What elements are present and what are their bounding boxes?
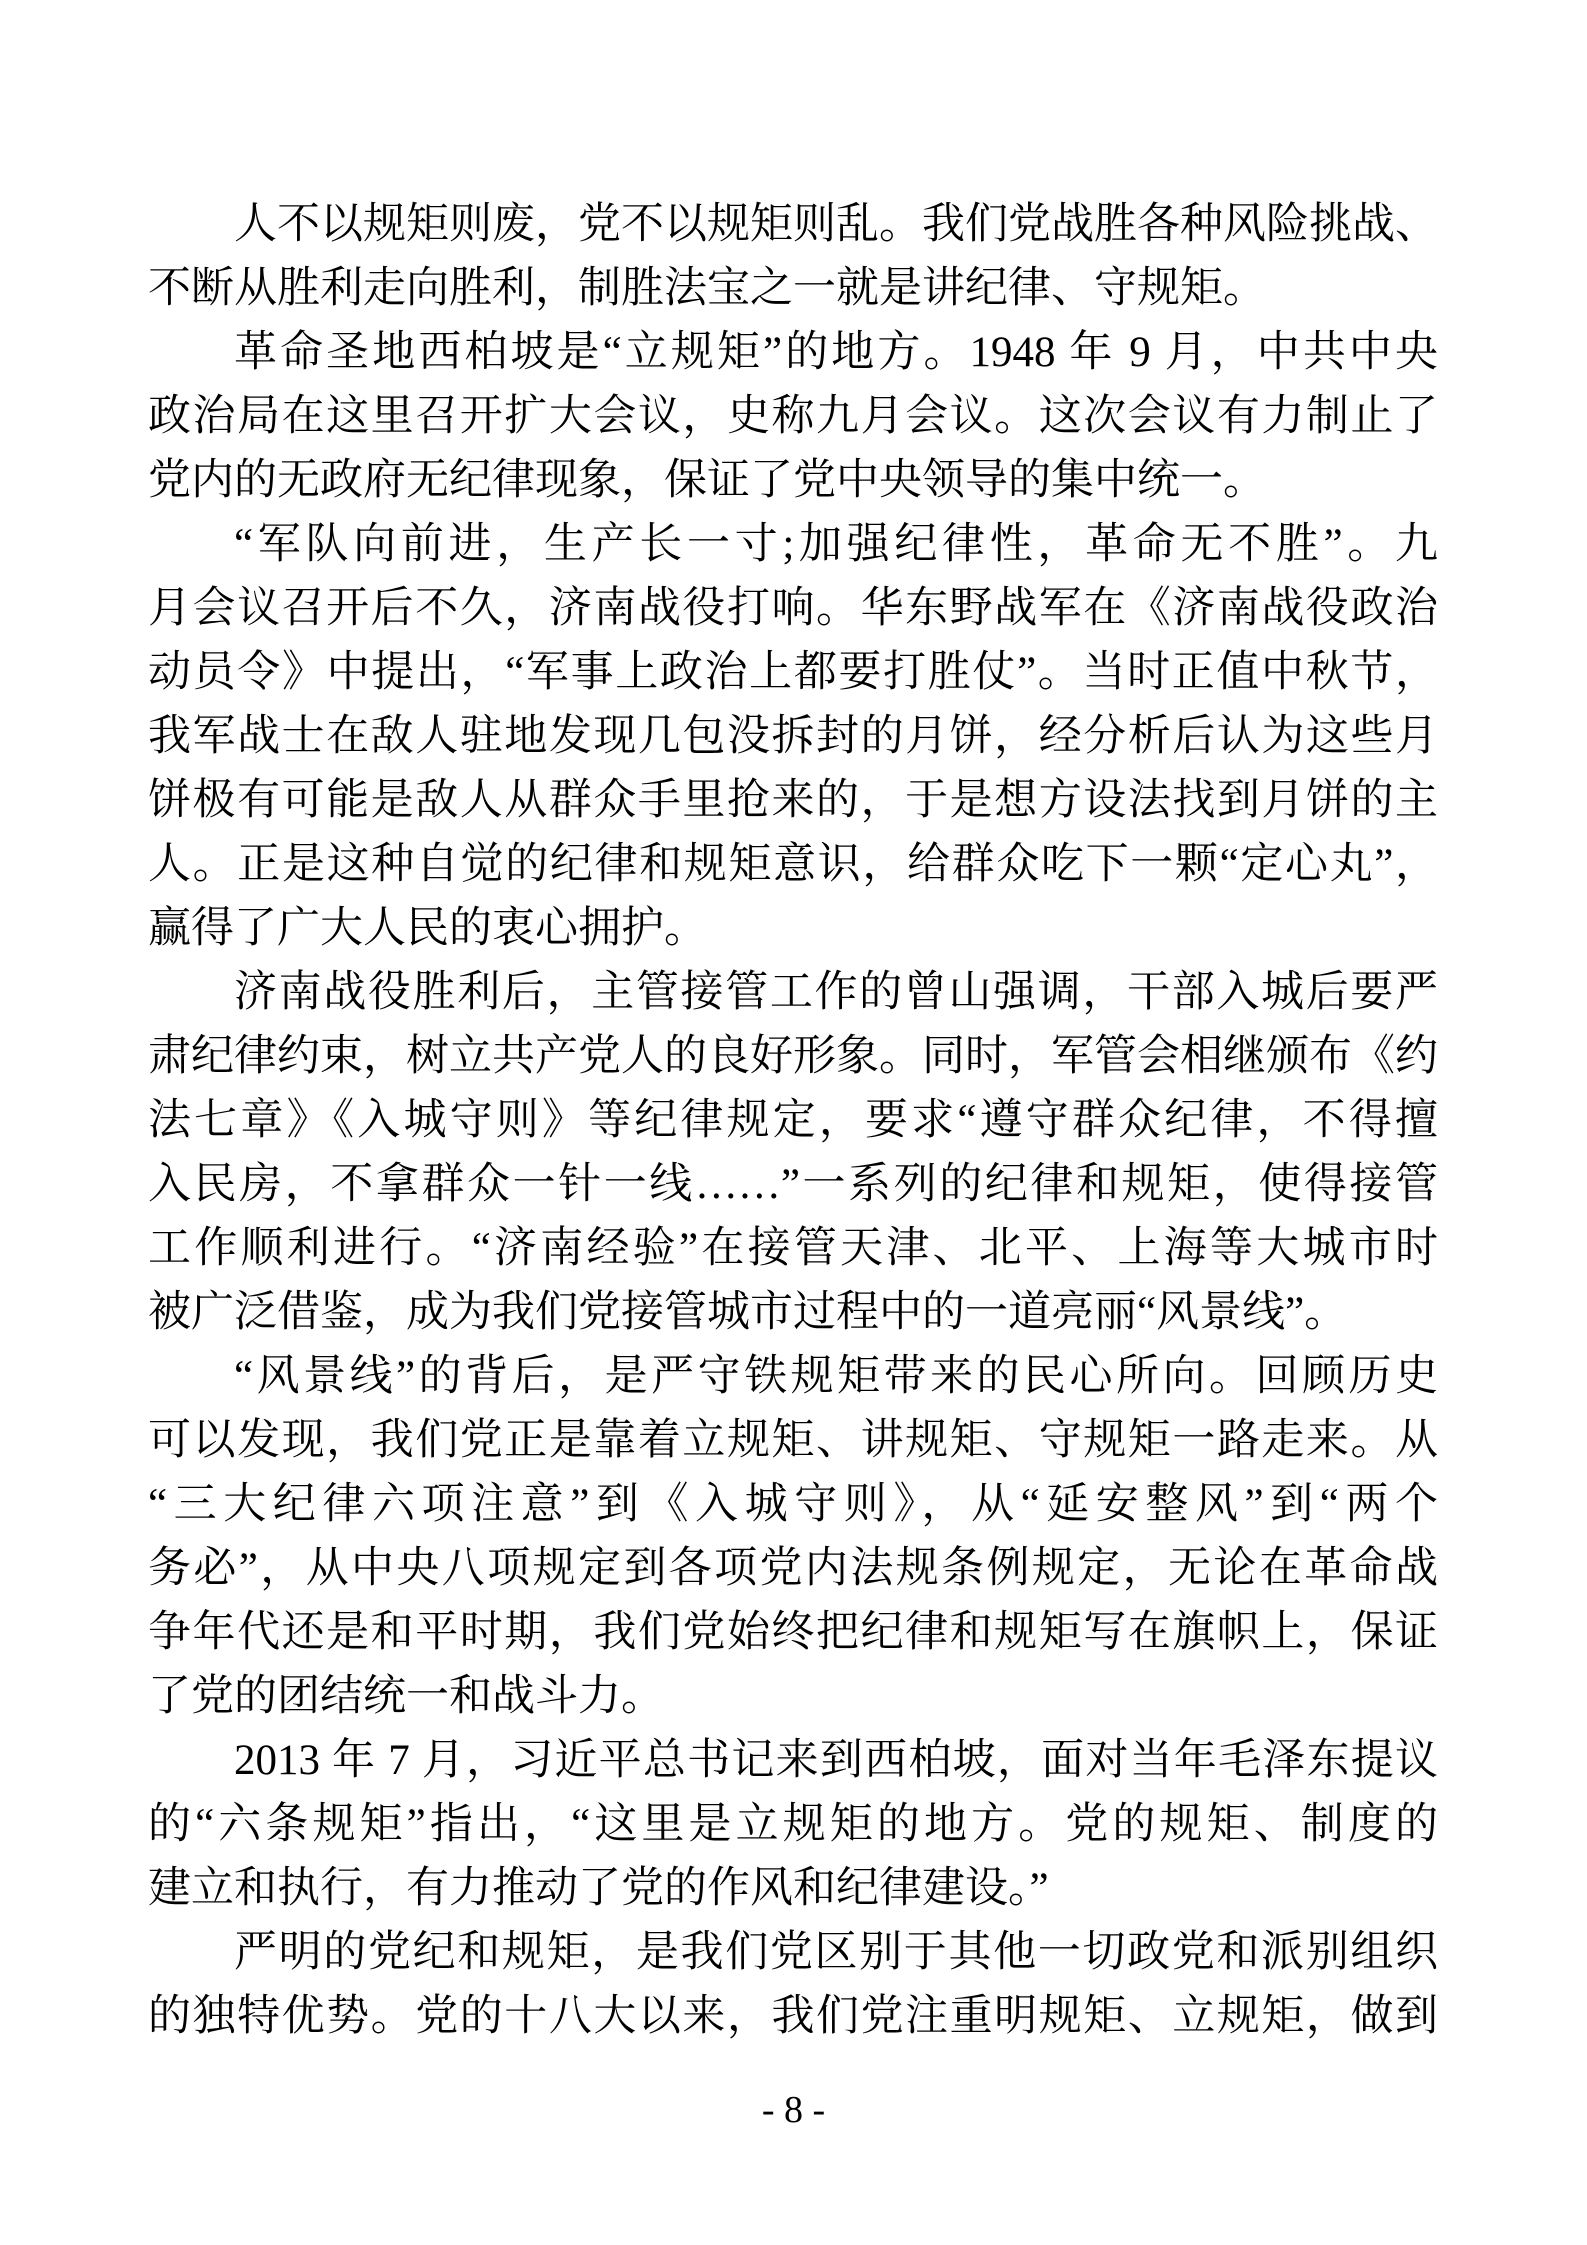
text-line: 人不以规矩则废，党不以规矩则乱。我们党战胜各种风险挑战、 bbox=[234, 201, 1438, 248]
text-line: 被广泛借鉴，成为我们党接管城市过程中的一道亮丽“风景线”。 bbox=[148, 1289, 1348, 1336]
text-line: 法七章》《入城守则》等纪律规定，要求“遵守群众纪律，不得擅 bbox=[148, 1097, 1438, 1144]
text-line: 争年代还是和平时期，我们党始终把纪律和规矩写在旗帜上，保证 bbox=[148, 1609, 1438, 1656]
text-line: 工作顺利进行。“济南经验”在接管天津、北平、上海等大城市时 bbox=[148, 1225, 1438, 1272]
text-line: 的“六条规矩”指出，“这里是立规矩的地方。党的规矩、制度的 bbox=[148, 1801, 1438, 1848]
text-line: 可以发现，我们党正是靠着立规矩、讲规矩、守规矩一路走来。从 bbox=[148, 1417, 1438, 1464]
text-line: 饼极有可能是敌人从群众手里抢来的，于是想方设法找到月饼的主 bbox=[148, 777, 1438, 824]
text-line: “风景线”的背后，是严守铁规矩带来的民心所向。回顾历史 bbox=[234, 1353, 1438, 1400]
document-body bbox=[148, 193, 1438, 2049]
text-line: 2013 年 7 月，习近平总书记来到西柏坡，面对当年毛泽东提议 bbox=[234, 1737, 1438, 1784]
text-line: 建立和执行，有力推动了党的作风和纪律建设。” bbox=[148, 1865, 1049, 1912]
text-line: 务必”，从中央八项规定到各项党内法规条例规定，无论在革命战 bbox=[148, 1545, 1438, 1592]
text-line: 月会议召开后不久，济南战役打响。华东野战军在《济南战役政治 bbox=[148, 585, 1438, 632]
text-line: 我军战士在敌人驻地发现几包没拆封的月饼，经分析后认为这些月 bbox=[148, 713, 1438, 760]
paragraph bbox=[148, 513, 1438, 961]
text-line: “军队向前进，生产长一寸;加强纪律性，革命无不胜”。九 bbox=[234, 521, 1438, 568]
text-line: 革命圣地西柏坡是“立规矩”的地方。1948 年 9 月，中共中央 bbox=[234, 329, 1438, 376]
paragraph bbox=[148, 961, 1438, 1345]
page-footer bbox=[0, 2078, 1587, 2142]
text-line: 党内的无政府无纪律现象，保证了党中央领导的集中统一。 bbox=[148, 457, 1266, 504]
text-line: “三大纪律六项注意”到《入城守则》，从“延安整风”到“两个 bbox=[148, 1481, 1438, 1528]
text-line: 人。正是这种自觉的纪律和规矩意识，给群众吃下一颗“定心丸”， bbox=[148, 841, 1438, 888]
text-line: 入民房，不拿群众一针一线……”一系列的纪律和规矩，使得接管 bbox=[148, 1161, 1438, 1208]
text-line: 赢得了广大人民的衷心拥护。 bbox=[148, 905, 707, 952]
text-line: 不断从胜利走向胜利，制胜法宝之一就是讲纪律、守规矩。 bbox=[148, 265, 1266, 312]
paragraph bbox=[148, 1921, 1438, 2049]
text-line: 肃纪律约束，树立共产党人的良好形象。同时，军管会相继颁布《约 bbox=[148, 1033, 1438, 1080]
page-number: - 8 - bbox=[761, 2089, 826, 2131]
text-line: 动员令》中提出，“军事上政治上都要打胜仗”。当时正值中秋节， bbox=[148, 649, 1438, 696]
text-line: 济南战役胜利后，主管接管工作的曾山强调，干部入城后要严 bbox=[234, 969, 1438, 1016]
text-line: 政治局在这里召开扩大会议，史称九月会议。这次会议有力制止了 bbox=[148, 393, 1438, 440]
paragraph bbox=[148, 193, 1438, 321]
text-line: 严明的党纪和规矩，是我们党区别于其他一切政党和派别组织 bbox=[234, 1929, 1438, 1976]
text-line: 的独特优势。党的十八大以来，我们党注重明规矩、立规矩，做到 bbox=[148, 1993, 1438, 2040]
text-line: 了党的团结统一和战斗力。 bbox=[148, 1673, 664, 1720]
paragraph bbox=[148, 321, 1438, 513]
paragraph bbox=[148, 1729, 1438, 1921]
paragraph bbox=[148, 1345, 1438, 1729]
